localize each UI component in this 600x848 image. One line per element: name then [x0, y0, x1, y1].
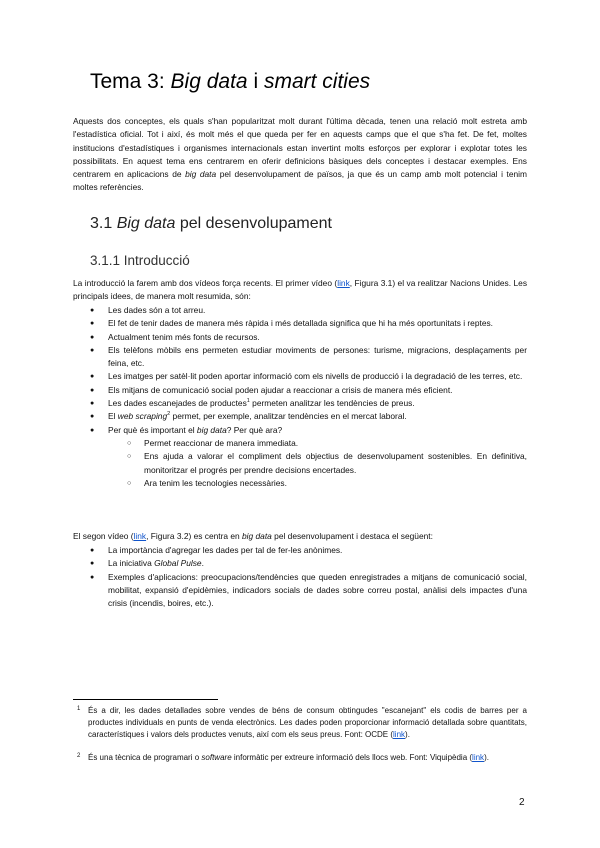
list-item-text: La iniciativa [108, 558, 155, 569]
footnote-number: 1 [77, 706, 81, 712]
video1-link[interactable]: link [337, 278, 350, 288]
list-item-em: web scraping [117, 411, 168, 422]
section-heading [90, 215, 332, 233]
list-item-text: ? Per què ara? [226, 424, 283, 435]
sub-bullet-list [108, 437, 527, 490]
page-number: 2 [519, 797, 525, 808]
list-item-text: . [201, 558, 204, 569]
footnote-1 [77, 705, 527, 740]
list-item: ● Exemples d'aplicacions: preocupacions/tendències que queden enregistrades a mitjans de comunicació social, mobilitat, expansió d'epidèmies, indicadors socials de dades sobre correu postal, anàlisi dels impactes d'una crisis (incendis, boires, etc.). [73, 571, 527, 611]
section-em: Big data [116, 215, 176, 232]
list-item: ● Actualment tenim més fonts de recursos. [73, 331, 527, 344]
list-item-text: permet, per exemple, analitzar tendències en el mercat laboral. [170, 411, 407, 422]
footnote-text-end: ). [484, 753, 489, 762]
para1-text-b: , Figura 3.1) el va realitzar Nacions Unides. Les principals idees, de manera molt resumida, són: [73, 278, 528, 302]
title-connector: i [247, 70, 264, 93]
list-item-text: permeten analitzar les tendències de preus. [249, 398, 415, 409]
list-item-em: Global Pulse [154, 558, 202, 569]
para2-text-a: El segon vídeo ( [73, 531, 134, 541]
footnote-2-link[interactable]: link [472, 753, 485, 762]
list-item: ● Les dades són a tot arreu. [73, 304, 527, 317]
sub-list-item: ○ Ens ajuda a valorar el compliment dels objectius de desenvolupament sostenibles. En definitiva, monitoritzar el progrés per prendre decisions encertades. [108, 450, 527, 477]
footnote-text: És una tècnica de programari o [88, 753, 202, 762]
paragraph-first-video [73, 277, 527, 304]
footnote-text: És a dir, les dades detallades sobre vendes de béns de consum obtingudes "escanejant" els codis de barres per a productes individuals en punts de venda electrònics. Les dades poden proporcionar informació detallada sobre quantitats, característiques i valors dels productes venuts, així com els seus preus. Font: OCDE ( [88, 706, 527, 739]
footnote-text: informàtic per extreure informació dels llocs web. Font: Viquipèdia ( [231, 753, 473, 762]
footnote-separator [73, 699, 218, 700]
list-item-text: Per què és important el [108, 424, 197, 435]
list-item: ● La importància d'agregar les dades per tal de fer-les anònimes. [73, 544, 527, 557]
title-prefix: Tema 3: [90, 70, 171, 93]
list-item-text: Les dades escanejades de productes [108, 398, 247, 409]
footnote-ref-2[interactable]: 2 [167, 411, 171, 418]
sub-list-item: ○ Permet reaccionar de manera immediata. [108, 437, 527, 450]
video2-link[interactable]: link [133, 531, 147, 541]
list-item [73, 410, 527, 423]
title-smart-cities: smart cities [263, 70, 371, 93]
footnote-text-end: ). [405, 729, 410, 739]
footnote-number: 2 [77, 753, 81, 759]
list-item [73, 397, 527, 410]
subsection-heading: 3.1.1 Introducció [90, 253, 190, 268]
bullet-list-video2 [73, 544, 527, 610]
intro-text-a: Aquests dos conceptes, els quals s'han popularitzat molt durant l'última dècada, tenen una relació molt estreta amb l'estadística oficial. Tot i així, és molt més el que queda per fer en aquests camps que el que s'ha fet. De fet, moltes institucions d'estadístiques i organismes internacionals estan invertint molts esforços per explorar i explotar totes les possibilitats. En aquest tema ens centrarem en oferir definicions bàsiques dels conceptes i destacar exemples. Ens centrarem en aplicacions de [73, 116, 527, 180]
list-item [73, 557, 527, 570]
title-big-data: Big data [170, 70, 248, 93]
bullet-list-video1 [73, 304, 527, 490]
intro-paragraph [73, 115, 527, 195]
list-item: ● Els telèfons mòbils ens permeten estudiar moviments de persones: turisme, migracions, desplaçaments per feina, etc. [73, 344, 527, 371]
list-item [73, 424, 527, 490]
section-rest: pel desenvolupament [175, 215, 332, 232]
intro-text-b: pel desenvolupament de països, ja que és un camp amb molt potencial i tenim moltes referències. [73, 169, 527, 193]
para2-em: big data [242, 531, 272, 541]
footnote-2 [77, 752, 527, 764]
paragraph-second-video [73, 530, 527, 543]
para1-text-a: La introducció la farem amb dos vídeos força recents. El primer vídeo ( [73, 278, 338, 288]
para2-text-b: , Figura 3.2) es centra en [146, 531, 243, 541]
list-item: ● Els mitjans de comunicació social poden ajudar a reaccionar a crisis de manera més eficient. [73, 384, 527, 397]
sub-list-item: ○ Ara tenim les tecnologies necessàries. [108, 477, 527, 490]
page-title [90, 70, 370, 94]
footnote-ref-1[interactable]: 1 [246, 398, 250, 405]
intro-em: big data [185, 169, 217, 180]
section-number: 3.1 [90, 215, 117, 232]
footnote-em: software [201, 753, 232, 762]
list-item: ● Les imatges per satèl·lit poden aportar informació com els nivells de producció i la degradació de les terres, etc. [73, 370, 527, 383]
list-item-em: big data [196, 424, 227, 435]
footnote-1-link[interactable]: link [393, 729, 406, 739]
list-item: ● El fet de tenir dades de manera més ràpida i més detallada significa que hi ha més oportunitats i reptes. [73, 317, 527, 330]
para2-text-c: pel desenvolupament i destaca el següent: [271, 531, 433, 541]
list-item-text: El [108, 411, 118, 422]
